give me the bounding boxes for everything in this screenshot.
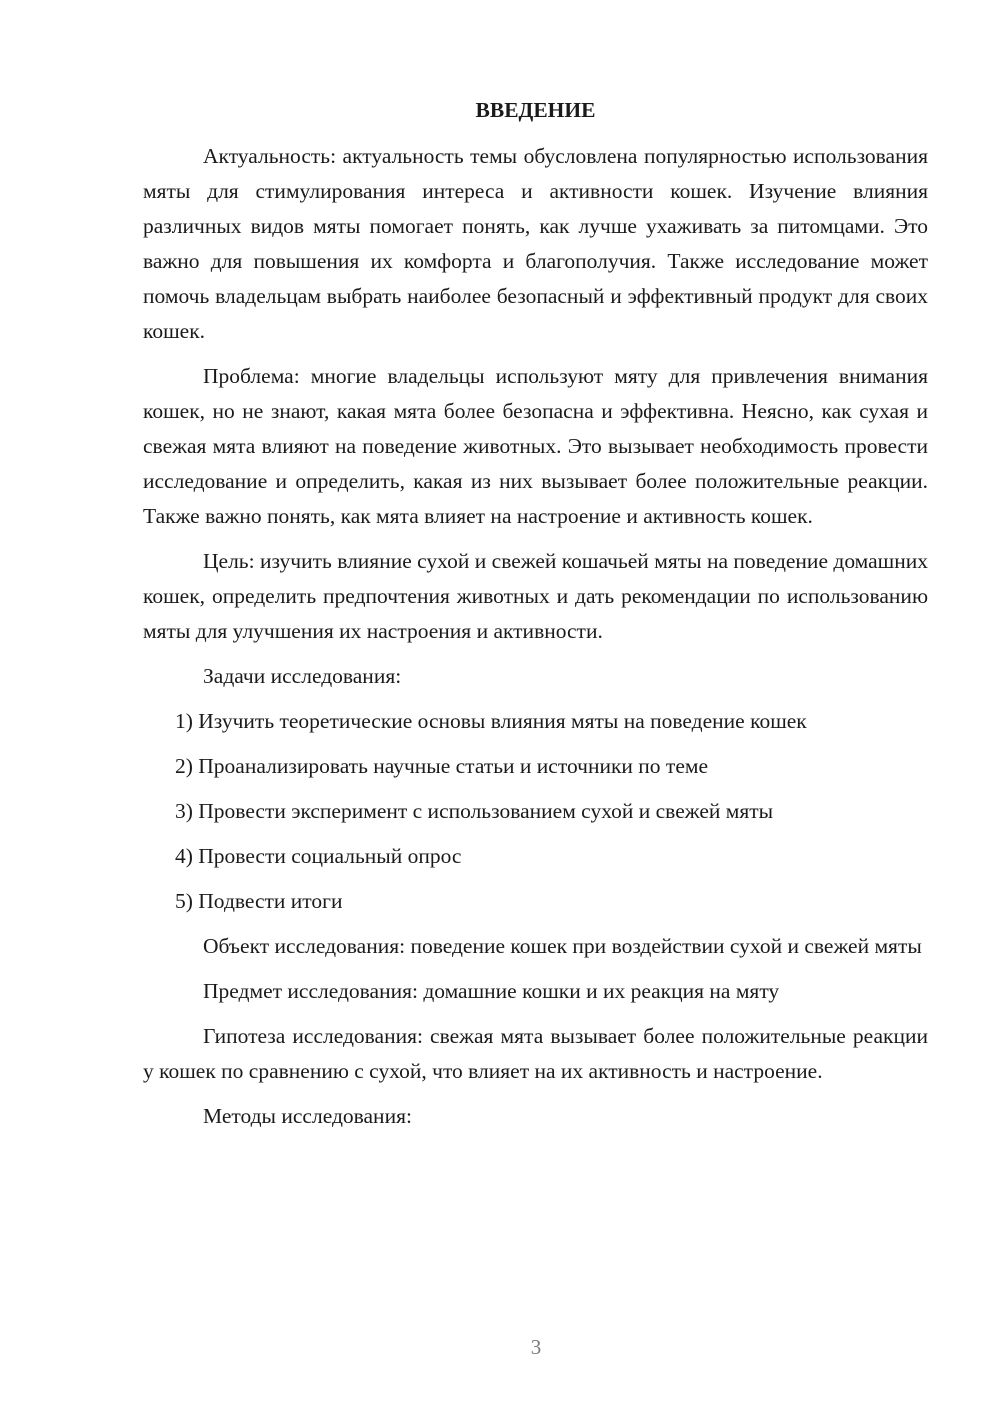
document-body (143, 95, 928, 1144)
tasks-list (143, 704, 928, 919)
paragraph-goal: Цель: изучить влияние сухой и свежей кошачьей мяты на поведение домашних кошек, определить предпочтения животных и дать рекомендации по использованию мяты для улучшения их настроения и активности. (143, 549, 928, 643)
paragraph-hypothesis: Гипотеза исследования: свежая мята вызывает более положительные реакции у кошек по сравнению с сухой, что влияет на их активность и настроение. (143, 1024, 928, 1083)
paragraph-object: Объект исследования: поведение кошек при воздействии сухой и свежей мяты (203, 934, 922, 958)
paragraph-subject: Предмет исследования: домашние кошки и их реакция на мяту (203, 979, 780, 1003)
page-number: 3 (530, 1335, 542, 1359)
list-item: 4) Провести социальный опрос (175, 844, 462, 868)
list-item: 3) Провести эксперимент с использованием сухой и свежей мяты (175, 799, 774, 823)
list-item: 1) Изучить теоретические основы влияния мяты на поведение кошек (175, 709, 807, 733)
list-item: 2) Проанализировать научные статьи и источники по теме (175, 754, 709, 778)
paragraph-relevance: Актуальность: актуальность темы обусловлена популярностью использования мяты для стимулирования интереса и активности кошек. Изучение влияния различных видов мяты помогает понять, как лучше ухаживать за питомцами. Это важно для повышения их комфорта и благополучия. Также исследование может помочь владельцам выбрать наиболее безопасный и эффективный продукт для своих кошек. (143, 144, 928, 343)
section-title: ВВЕДЕНИЕ (475, 98, 596, 122)
methods-heading: Методы исследования: (203, 1104, 412, 1128)
list-item: 5) Подвести итоги (175, 889, 343, 913)
paragraph-problem: Проблема: многие владельцы используют мяту для привлечения внимания кошек, но не знают, какая мята более безопасна и эффективна. Неясно, как сухая и свежая мята влияют на поведение животных. Это вызывает необходимость провести исследование и определить, какая из них вызывает более положительные реакции. Также важно понять, как мята влияет на настроение и активность кошек. (143, 364, 928, 528)
tasks-heading: Задачи исследования: (203, 664, 402, 688)
